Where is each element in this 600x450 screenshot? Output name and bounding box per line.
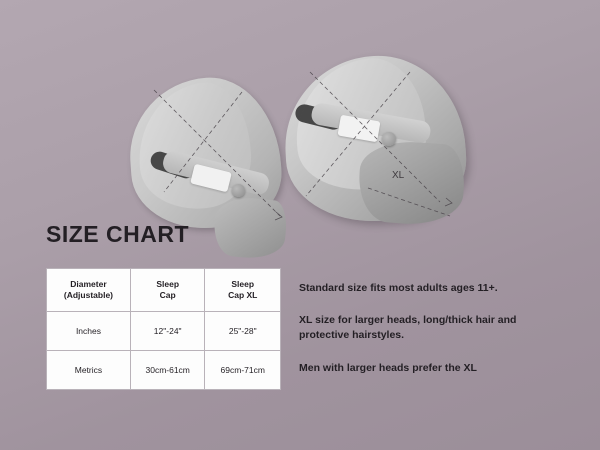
size-chart-table <box>46 268 281 390</box>
cap-button <box>382 132 396 146</box>
sizing-notes <box>299 281 561 376</box>
product-image-group <box>110 20 510 230</box>
cap-tail <box>211 194 289 261</box>
sizing-note-men: Men with larger heads prefer the XL <box>299 361 477 374</box>
table-header-sleep-cap <box>130 269 205 312</box>
sleep-cap-standard-image <box>130 78 285 233</box>
row-label-metrics: Metrics <box>47 351 131 390</box>
cell-inches-sleep-cap-xl: 25"-28" <box>205 312 281 351</box>
sizing-note-xl: XL size for larger heads, long/thick hair and protective hairstyles. <box>299 314 517 342</box>
table-header-sleep-cap-xl-line1: Sleep <box>231 278 255 289</box>
table-row <box>47 312 281 351</box>
cell-metrics-sleep-cap-xl: 69cm-71cm <box>205 351 281 390</box>
cap-button <box>232 184 245 197</box>
cell-metrics-sleep-cap: 30cm-61cm <box>130 351 205 390</box>
table-header-diameter-line2: (Adjustable) <box>63 290 114 300</box>
table-header-diameter <box>47 269 131 312</box>
table-header-sleep-cap-xl <box>205 269 281 312</box>
table-header-diameter-line1: Diameter <box>70 278 107 289</box>
table-header-sleep-cap-xl-line2: Cap XL <box>228 290 258 300</box>
table-header-row <box>47 269 281 312</box>
cell-inches-sleep-cap: 12"-24" <box>130 312 205 351</box>
sleep-cap-xl-image <box>285 56 485 236</box>
page-title: SIZE CHART <box>46 221 189 247</box>
sizing-note-standard: Standard size fits most adults ages 11+. <box>299 282 498 294</box>
row-label-inches: Inches <box>47 312 131 351</box>
table-header-sleep-cap-line2: Cap <box>159 290 176 300</box>
table-row <box>47 351 281 390</box>
xl-callout-label: XL <box>392 170 405 181</box>
cap-tail <box>356 138 466 227</box>
table-header-sleep-cap-line1: Sleep <box>156 278 180 289</box>
